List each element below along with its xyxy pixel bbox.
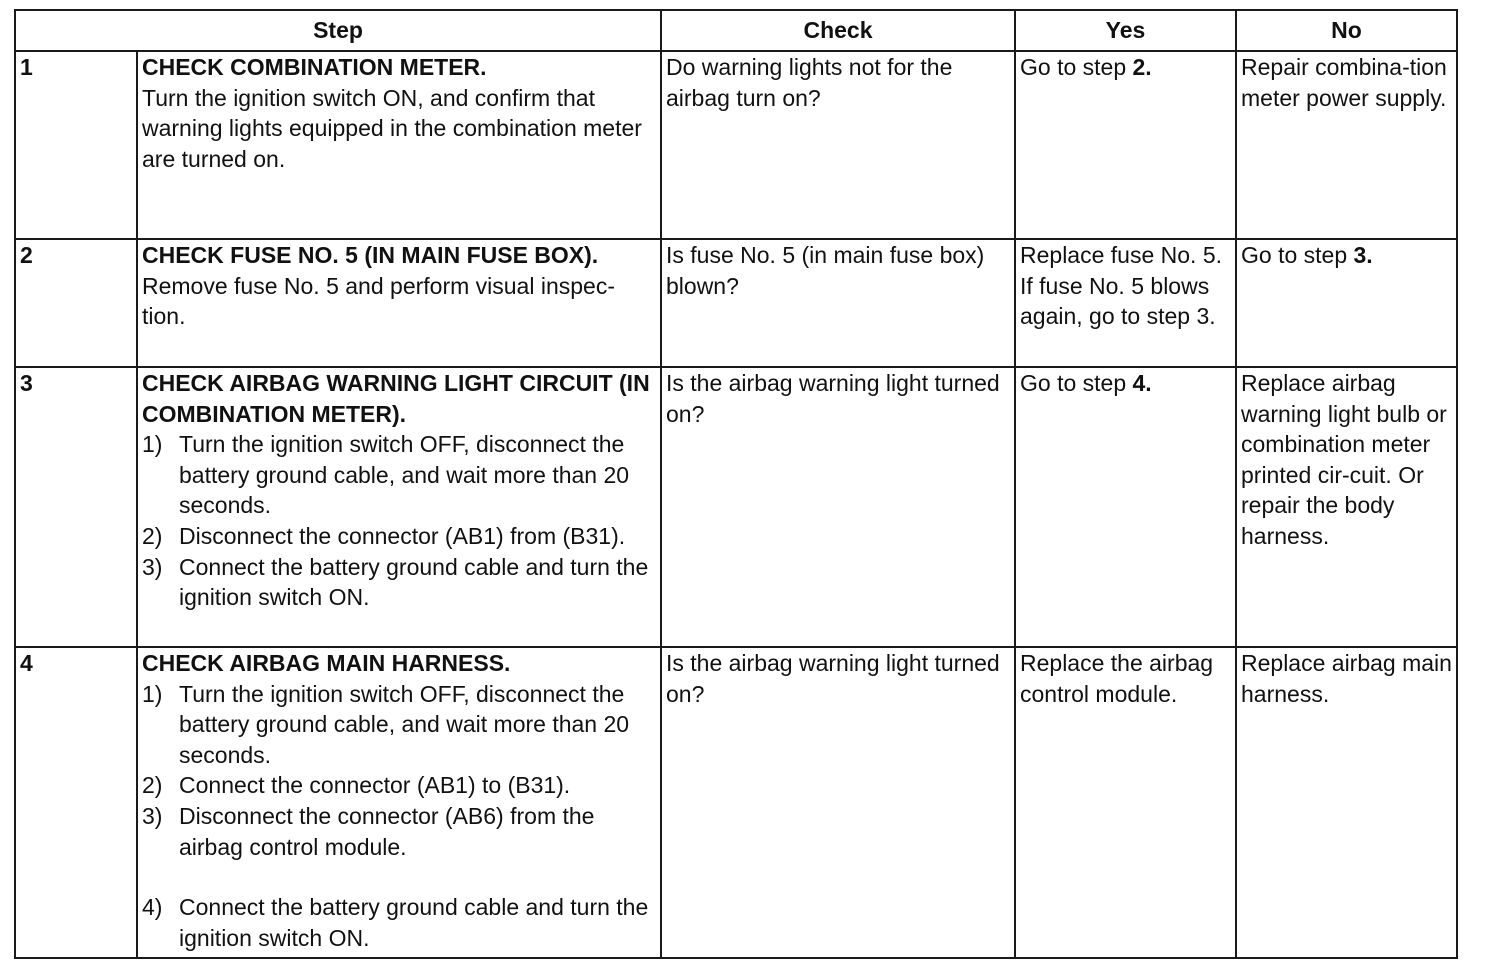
step-title: CHECK AIRBAG MAIN HARNESS. (142, 650, 511, 676)
step-title: CHECK FUSE NO. 5 (IN MAIN FUSE BOX). (142, 242, 599, 268)
table-row (15, 239, 1457, 367)
no-cell (1236, 51, 1457, 239)
no-cell (1236, 239, 1457, 367)
step-cell (137, 647, 661, 958)
check-cell: Is fuse No. 5 (in main fuse box) blown? (661, 239, 1015, 367)
yes-step-ref: 2. (1132, 54, 1152, 80)
substep (142, 770, 656, 801)
step-cell (137, 51, 661, 239)
step-number: 2 (15, 239, 137, 367)
step-number: 1 (15, 51, 137, 239)
check-cell: Do warning lights not for the airbag turn on? (661, 51, 1015, 239)
table-row (15, 51, 1457, 239)
substep-list (142, 429, 656, 613)
no-text: Replace airbag warning light bulb or combination meter printed cir-cuit. Or repair the body harness. (1241, 370, 1447, 549)
yes-text: Go to step (1020, 370, 1133, 396)
step-body: Turn the ignition switch ON, and confirm that warning lights equipped in the combination meter are turned on. (142, 84, 642, 172)
yes-text: Go to step (1020, 54, 1133, 80)
yes-text: Replace fuse No. 5. If fuse No. 5 blows again, go to step 3. (1020, 242, 1223, 330)
substep (142, 892, 656, 953)
yes-step-ref: 4. (1132, 370, 1152, 396)
table-row (15, 647, 1457, 958)
substep-text: Connect the battery ground cable and turn the ignition switch ON. (179, 553, 649, 611)
header-check: Check (661, 10, 1015, 51)
yes-cell (1015, 51, 1236, 239)
no-text: Repair combina-tion meter power supply. (1241, 54, 1447, 111)
yes-cell (1015, 367, 1236, 647)
substep-number: 3) (142, 802, 163, 829)
substep-number: 4) (142, 894, 163, 921)
step-title: CHECK AIRBAG WARNING LIGHT CIRCUIT (IN COMBINATION METER). (142, 370, 650, 427)
substep-number: 2) (142, 772, 163, 799)
no-step-ref: 3. (1353, 242, 1373, 268)
substep (142, 679, 656, 771)
substep (142, 521, 656, 552)
substep-list (142, 679, 656, 954)
substep (142, 429, 656, 521)
step-cell (137, 367, 661, 647)
header-step: Step (15, 10, 661, 51)
substep-number: 2) (142, 522, 163, 549)
step-cell (137, 239, 661, 367)
substep-text: Turn the ignition switch OFF, disconnect the battery ground cable, and wait more than 20 seconds. (179, 431, 630, 519)
no-text: Replace airbag main harness. (1241, 650, 1452, 707)
substep (142, 801, 656, 862)
substep-text: Connect the battery ground cable and turn the ignition switch ON. (179, 894, 649, 951)
header-yes: Yes (1015, 10, 1236, 51)
diagnostic-table (14, 9, 1458, 959)
step-title: CHECK COMBINATION METER. (142, 54, 487, 80)
no-text: Go to step (1241, 242, 1354, 268)
substep-number: 1) (142, 431, 163, 458)
check-cell: Is the airbag warning light turned on? (661, 647, 1015, 958)
substep-text: Disconnect the connector (AB1) from (B31). (179, 522, 626, 549)
table-row (15, 367, 1457, 647)
substep-number: 1) (142, 680, 163, 707)
step-body: Remove fuse No. 5 and perform visual inspec-tion. (142, 272, 615, 330)
substep-text: Connect the connector (AB1) to (B31). (179, 772, 571, 799)
header-row (15, 10, 1457, 51)
substep-number: 3) (142, 553, 163, 580)
no-cell (1236, 367, 1457, 647)
spacer (142, 862, 656, 892)
yes-text: Replace the airbag control module. (1020, 650, 1214, 707)
check-cell: Is the airbag warning light turned on? (661, 367, 1015, 647)
substep-text: Disconnect the connector (AB6) from the airbag control module. (179, 802, 595, 860)
no-cell (1236, 647, 1457, 958)
header-no: No (1236, 10, 1457, 51)
step-number: 4 (15, 647, 137, 958)
substep (142, 552, 656, 613)
yes-cell (1015, 647, 1236, 958)
yes-cell (1015, 239, 1236, 367)
step-number: 3 (15, 367, 137, 647)
substep-text: Turn the ignition switch OFF, disconnect the battery ground cable, and wait more than 20 seconds. (179, 680, 630, 768)
